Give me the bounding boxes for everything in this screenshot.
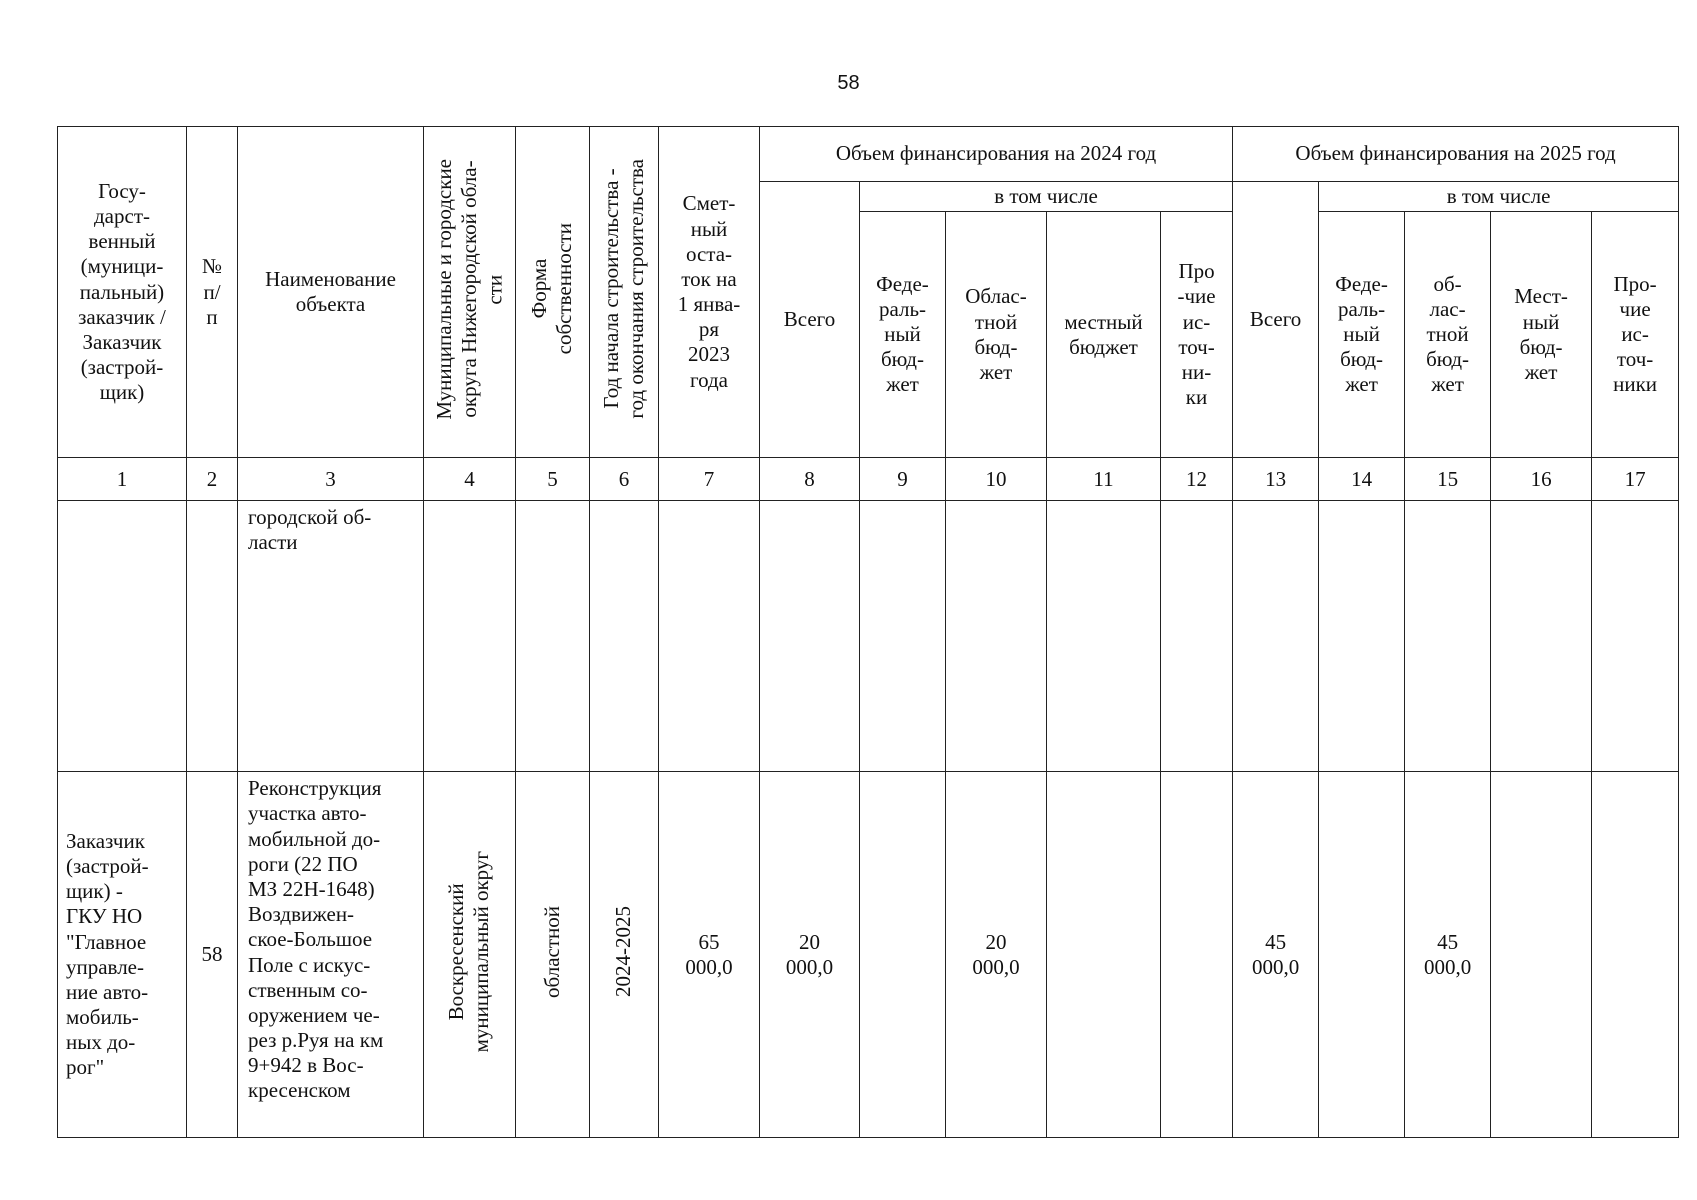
header-total-2025: Всего bbox=[1233, 182, 1319, 458]
header-ownership-text: Форма собственности bbox=[527, 223, 577, 355]
header-municipality bbox=[424, 127, 516, 458]
column-number: 5 bbox=[516, 458, 590, 501]
column-number: 2 bbox=[187, 458, 238, 501]
row-local-2024 bbox=[1047, 772, 1161, 1138]
row-federal-2024 bbox=[860, 772, 946, 1138]
table-cell bbox=[946, 501, 1047, 772]
header-ownership bbox=[516, 127, 590, 458]
header-local-2024: местный бюджет bbox=[1047, 212, 1161, 458]
row-object-name: Реконструкция участка авто- мобильной до- роги (22 ПО МЗ 22Н-1648) Воздвижен- ское-Большое Поле с искус- ственным со- оружением че- рез р.Руя на км 9+942 в Вос- кресенском bbox=[238, 772, 424, 1138]
column-number: 17 bbox=[1592, 458, 1679, 501]
row-regional-2025: 45 000,0 bbox=[1405, 772, 1491, 1138]
row-municipality bbox=[424, 772, 516, 1138]
header-object-name: Наименование объекта bbox=[238, 127, 424, 458]
row-total-2025: 45 000,0 bbox=[1233, 772, 1319, 1138]
column-number: 11 bbox=[1047, 458, 1161, 501]
header-regional-2024: Облас- тной бюд- жет bbox=[946, 212, 1047, 458]
table-cell bbox=[1233, 501, 1319, 772]
table-cell bbox=[1319, 501, 1405, 772]
investment-table bbox=[57, 126, 1679, 1138]
table-cell bbox=[1405, 501, 1491, 772]
table-cell bbox=[760, 501, 860, 772]
column-number: 7 bbox=[659, 458, 760, 501]
table-cell bbox=[1161, 501, 1233, 772]
row-municipality-text: Воскресенский муниципальный округ bbox=[444, 850, 494, 1053]
row-number: 58 bbox=[187, 772, 238, 1138]
row-federal-2025 bbox=[1319, 772, 1405, 1138]
row-regional-2024: 20 000,0 bbox=[946, 772, 1047, 1138]
header-regional-2025: об- лас- тной бюд- жет bbox=[1405, 212, 1491, 458]
header-years bbox=[590, 127, 659, 458]
table-cell bbox=[58, 501, 187, 772]
column-number: 8 bbox=[760, 458, 860, 501]
column-number-row bbox=[58, 458, 1679, 501]
row-customer: Заказчик (застрой- щик) - ГКУ НО "Главное управле- ние авто- мобиль- ных до- рог" bbox=[58, 772, 187, 1138]
header-federal-2024: Феде- раль- ный бюд- жет bbox=[860, 212, 946, 458]
row-years bbox=[590, 772, 659, 1138]
row-years-text: 2024-2025 bbox=[611, 906, 636, 998]
row-local-2025 bbox=[1491, 772, 1592, 1138]
column-number: 12 bbox=[1161, 458, 1233, 501]
table-cell bbox=[1047, 501, 1161, 772]
column-number: 13 bbox=[1233, 458, 1319, 501]
column-number: 3 bbox=[238, 458, 424, 501]
row-ownership-text: областной bbox=[539, 905, 564, 998]
header-years-text: Год начала строительства - год окончания строительства bbox=[598, 159, 648, 419]
table-cell bbox=[1491, 501, 1592, 772]
page-number: 58 bbox=[837, 72, 860, 94]
table-cell bbox=[187, 501, 238, 772]
column-number: 14 bbox=[1319, 458, 1405, 501]
table-cell bbox=[860, 501, 946, 772]
table-row bbox=[58, 772, 1679, 1138]
table-cell bbox=[516, 501, 590, 772]
column-number: 4 bbox=[424, 458, 516, 501]
column-number: 6 bbox=[590, 458, 659, 501]
continued-row bbox=[58, 501, 1679, 772]
header-federal-2025: Феде- раль- ный бюд- жет bbox=[1319, 212, 1405, 458]
table-cell bbox=[424, 501, 516, 772]
row-ownership bbox=[516, 772, 590, 1138]
table-cell bbox=[590, 501, 659, 772]
row-total-2024: 20 000,0 bbox=[760, 772, 860, 1138]
column-number: 1 bbox=[58, 458, 187, 501]
header-other-2024: Про -чие ис- точ- ни- ки bbox=[1161, 212, 1233, 458]
header-incl-2025: в том числе bbox=[1319, 182, 1679, 212]
row-other-2024 bbox=[1161, 772, 1233, 1138]
header-fin-2024: Объем финансирования на 2024 год bbox=[760, 127, 1233, 182]
row-estimate: 65 000,0 bbox=[659, 772, 760, 1138]
header-estimate: Смет- ный оста- ток на 1 янва- ря 2023 года bbox=[659, 127, 760, 458]
header-local-2025: Мест- ный бюд- жет bbox=[1491, 212, 1592, 458]
header-total-2024: Всего bbox=[760, 182, 860, 458]
table-cell bbox=[1592, 501, 1679, 772]
header-row-1 bbox=[58, 127, 1679, 182]
header-number: № п/ п bbox=[187, 127, 238, 458]
header-other-2025: Про- чие ис- точ- ники bbox=[1592, 212, 1679, 458]
row-other-2025 bbox=[1592, 772, 1679, 1138]
column-number: 15 bbox=[1405, 458, 1491, 501]
continued-object-name: городской об- ласти bbox=[238, 501, 424, 772]
column-number: 9 bbox=[860, 458, 946, 501]
header-incl-2024: в том числе bbox=[860, 182, 1233, 212]
header-municipality-text: Муниципальные и городские округа Нижегородской обла- сти bbox=[431, 158, 507, 420]
header-fin-2025: Объем финансирования на 2025 год bbox=[1233, 127, 1679, 182]
column-number: 10 bbox=[946, 458, 1047, 501]
column-number: 16 bbox=[1491, 458, 1592, 501]
header-customer: Госу- дарст- венный (муници- пальный) заказчик / Заказчик (застрой- щик) bbox=[58, 127, 187, 458]
table-cell bbox=[659, 501, 760, 772]
